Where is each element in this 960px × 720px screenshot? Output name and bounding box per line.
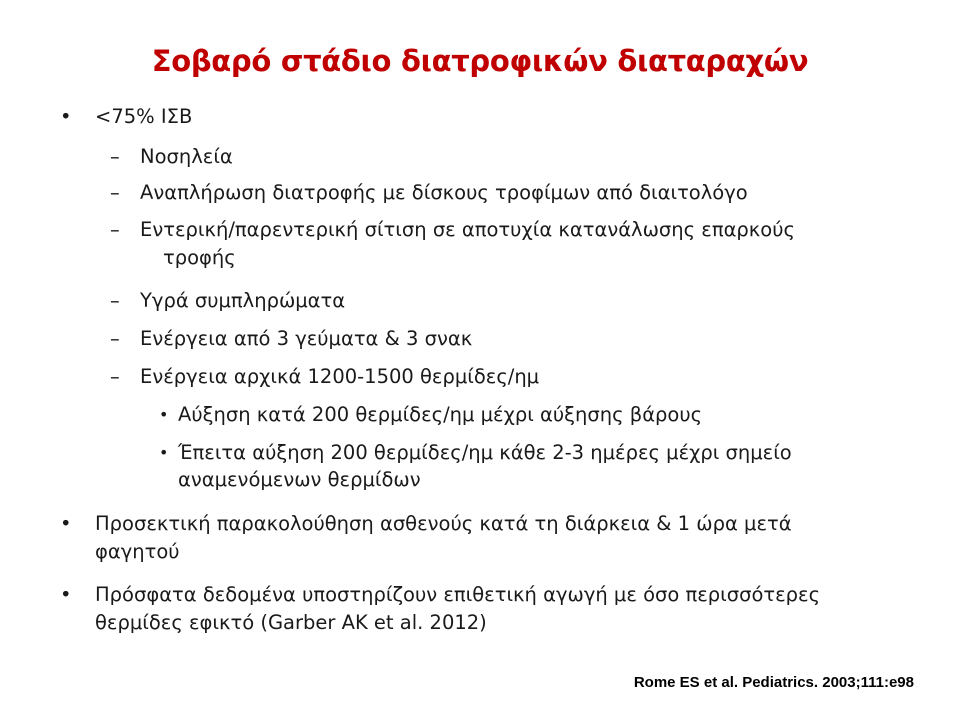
bullet-marker: • bbox=[60, 583, 72, 606]
dash-marker: – bbox=[110, 145, 120, 168]
bullet-item-continuation: θερμίδες εφικτό (Garber AK et al. 2012) bbox=[95, 611, 487, 634]
slide-title: Σοβαρό στάδιο διατροφικών διαταραχών bbox=[151, 44, 809, 78]
dash-marker: – bbox=[110, 181, 120, 204]
sub-item: Νοσηλεία bbox=[140, 145, 233, 168]
sub-item: Ενέργεια από 3 γεύματα & 3 σνακ bbox=[140, 327, 473, 350]
bullet-marker: • bbox=[60, 105, 72, 128]
sub-bullet-marker: • bbox=[159, 443, 169, 462]
bullet-item: Προσεκτική παρακολούθηση ασθενούς κατά τη διάρκεια & 1 ώρα μετά bbox=[95, 512, 792, 535]
sub-sub-item: Αύξηση κατά 200 θερμίδες/ημ μέχρι αύξησης βάρους bbox=[178, 403, 703, 426]
sub-item: Υγρά συμπληρώματα bbox=[140, 289, 346, 312]
sub-item: Ενέργεια αρχικά 1200-1500 θερμίδες/ημ bbox=[140, 365, 540, 388]
sub-bullet-marker: • bbox=[159, 405, 169, 424]
dash-marker: – bbox=[110, 289, 120, 312]
bullet-item: <75% ΙΣΒ bbox=[95, 105, 193, 128]
bullet-item: Πρόσφατα δεδομένα υποστηρίζουν επιθετική αγωγή με όσο περισσότερες bbox=[95, 583, 821, 606]
dash-marker: – bbox=[110, 365, 120, 388]
dash-marker: – bbox=[110, 327, 120, 350]
sub-sub-item: Έπειτα αύξηση 200 θερμίδες/ημ κάθε 2-3 ημέρες μέχρι σημείο bbox=[178, 441, 792, 464]
sub-item: Εντερική/παρεντερική σίτιση σε αποτυχία κατανάλωσης επαρκούς bbox=[140, 218, 795, 241]
sub-sub-item-continuation: αναμενόμενων θερμίδων bbox=[178, 468, 421, 491]
sub-item: Αναπλήρωση διατροφής με δίσκους τροφίμων από διαιτολόγο bbox=[140, 181, 748, 204]
bullet-marker: • bbox=[60, 512, 72, 535]
citation: Rome ES et al. Pediatrics. 2003;111:e98 bbox=[633, 674, 914, 691]
dash-marker: – bbox=[110, 218, 120, 241]
bullet-item-continuation: φαγητού bbox=[95, 540, 180, 563]
sub-item-continuation: τροφής bbox=[163, 246, 236, 269]
